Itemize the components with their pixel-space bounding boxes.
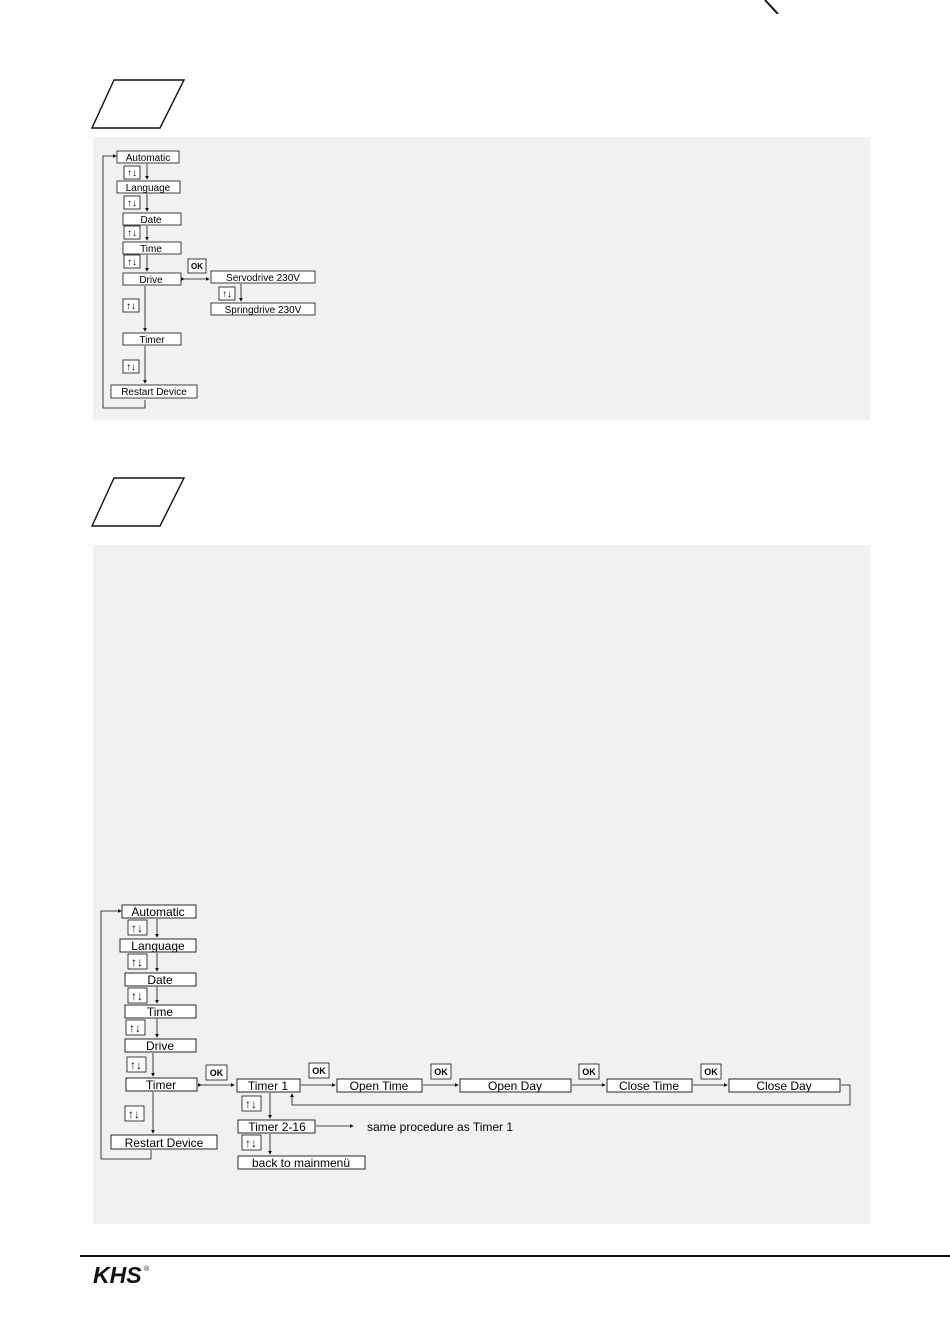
svg-text:OK: OK (312, 1066, 326, 1076)
section-marker-1 (90, 78, 190, 132)
svg-text:↑↓: ↑↓ (131, 989, 143, 1003)
up-down-keys-icon (124, 196, 140, 209)
up-down-keys-icon (124, 166, 140, 179)
menu-item-timer (126, 1078, 197, 1092)
svg-text:Date: Date (140, 215, 162, 226)
svg-text:↑↓: ↑↓ (127, 198, 137, 209)
svg-text:↑↓: ↑↓ (130, 1058, 142, 1072)
menu-item-restart-device (111, 1135, 217, 1150)
svg-text:↑↓: ↑↓ (128, 1107, 140, 1121)
svg-text:OK: OK (704, 1067, 718, 1077)
svg-text:↑↓: ↑↓ (222, 289, 232, 300)
svg-text:Close Time: Close Time (618, 1079, 680, 1093)
svg-text:Automatic: Automatic (125, 153, 171, 164)
up-down-keys-icon (242, 1135, 261, 1150)
menu-flow-diagram-1 (93, 137, 870, 420)
menu-item-time (123, 242, 181, 255)
svg-text:Language: Language (125, 183, 171, 194)
svg-text:Time: Time (140, 244, 162, 255)
page-corner-mark (0, 0, 950, 14)
svg-text:Open Time: Open Time (349, 1079, 409, 1093)
menu-item-restart-device (111, 385, 197, 398)
ok-key-icon (206, 1065, 227, 1080)
svg-text:Timer 2-16: Timer 2-16 (248, 1120, 306, 1134)
svg-text:Servodrive 230V: Servodrive 230V (226, 273, 300, 284)
svg-text:back to mainmenü: back to mainmenü (251, 1156, 351, 1170)
svg-text:Restart Device: Restart Device (124, 1136, 204, 1150)
open-day-box (460, 1079, 571, 1093)
menu-item-language (120, 939, 196, 953)
submenu-springdrive (211, 303, 315, 316)
up-down-keys-icon (123, 360, 139, 373)
menu-flow-diagram-2 (93, 545, 870, 1224)
svg-text:OK: OK (434, 1067, 448, 1077)
open-time-box (337, 1079, 422, 1093)
svg-text:Time: Time (146, 1005, 174, 1019)
ok-key-icon (309, 1063, 329, 1078)
svg-text:OK: OK (191, 262, 203, 271)
up-down-keys-icon (127, 1057, 146, 1072)
registered-mark: ® (144, 1266, 150, 1273)
menu-item-language (117, 181, 180, 194)
svg-text:↑↓: ↑↓ (127, 168, 137, 179)
menu-item-time (125, 1005, 196, 1019)
section-marker-2 (90, 476, 190, 530)
svg-text:OK: OK (582, 1067, 596, 1077)
menu-diagram-panel-2 (93, 545, 870, 1224)
up-down-keys-icon (123, 299, 139, 312)
svg-text:Timer: Timer (139, 335, 165, 346)
menu-item-date (125, 973, 196, 987)
svg-text:Timer: Timer (145, 1078, 177, 1092)
up-down-keys-icon (124, 226, 140, 239)
svg-text:↑↓: ↑↓ (131, 955, 143, 969)
ok-key-icon (579, 1064, 599, 1079)
menu-diagram-panel-1 (93, 137, 870, 420)
up-down-keys-icon (242, 1096, 261, 1111)
menu-item-drive (125, 1039, 196, 1053)
ok-key-icon (431, 1064, 451, 1079)
svg-text:↑↓: ↑↓ (127, 228, 137, 239)
menu-item-timer (123, 333, 181, 346)
close-time-box (607, 1079, 692, 1093)
up-down-keys-icon (124, 255, 140, 268)
svg-text:↑↓: ↑↓ (127, 257, 137, 268)
up-down-keys-icon (219, 287, 235, 300)
svg-text:↑↓: ↑↓ (131, 921, 143, 935)
svg-text:OK: OK (209, 1068, 224, 1078)
back-to-mainmenu-box (238, 1156, 365, 1170)
footer-divider (80, 1255, 950, 1257)
menu-item-automatic (117, 151, 179, 164)
menu-item-automatic (122, 905, 196, 919)
menu-item-drive (123, 273, 181, 286)
same-procedure-note: same procedure as Timer 1 (367, 1120, 514, 1134)
close-day-box (729, 1079, 840, 1093)
up-down-keys-icon (128, 920, 147, 935)
svg-text:↑↓: ↑↓ (245, 1097, 257, 1111)
svg-text:↑↓: ↑↓ (129, 1021, 141, 1035)
svg-text:↑↓: ↑↓ (245, 1136, 257, 1150)
svg-text:Close Day: Close Day (756, 1079, 812, 1093)
up-down-keys-icon (128, 954, 147, 969)
svg-text:Restart Device: Restart Device (121, 387, 187, 398)
svg-text:Open Day: Open Day (487, 1079, 543, 1093)
svg-text:↑↓: ↑↓ (126, 301, 136, 312)
up-down-keys-icon (125, 1106, 144, 1121)
svg-text:↑↓: ↑↓ (126, 362, 136, 373)
timer-1-box (237, 1079, 300, 1093)
svg-text:Springdrive 230V: Springdrive 230V (224, 305, 302, 316)
up-down-keys-icon (128, 988, 147, 1003)
svg-text:Drive: Drive (139, 275, 163, 286)
menu-item-date (123, 213, 181, 226)
svg-text:Automatic: Automatic (131, 905, 185, 919)
svg-text:Language: Language (131, 939, 185, 953)
ok-key-icon (188, 259, 206, 273)
svg-text:Timer 1: Timer 1 (247, 1079, 289, 1093)
timer-2-16-box (238, 1120, 315, 1134)
svg-text:Date: Date (147, 973, 173, 987)
ok-key-icon (701, 1064, 721, 1079)
submenu-servodrive (211, 271, 315, 284)
up-down-keys-icon (126, 1020, 145, 1035)
khs-logo: KHS (93, 1262, 142, 1288)
svg-text:Drive: Drive (145, 1039, 175, 1053)
